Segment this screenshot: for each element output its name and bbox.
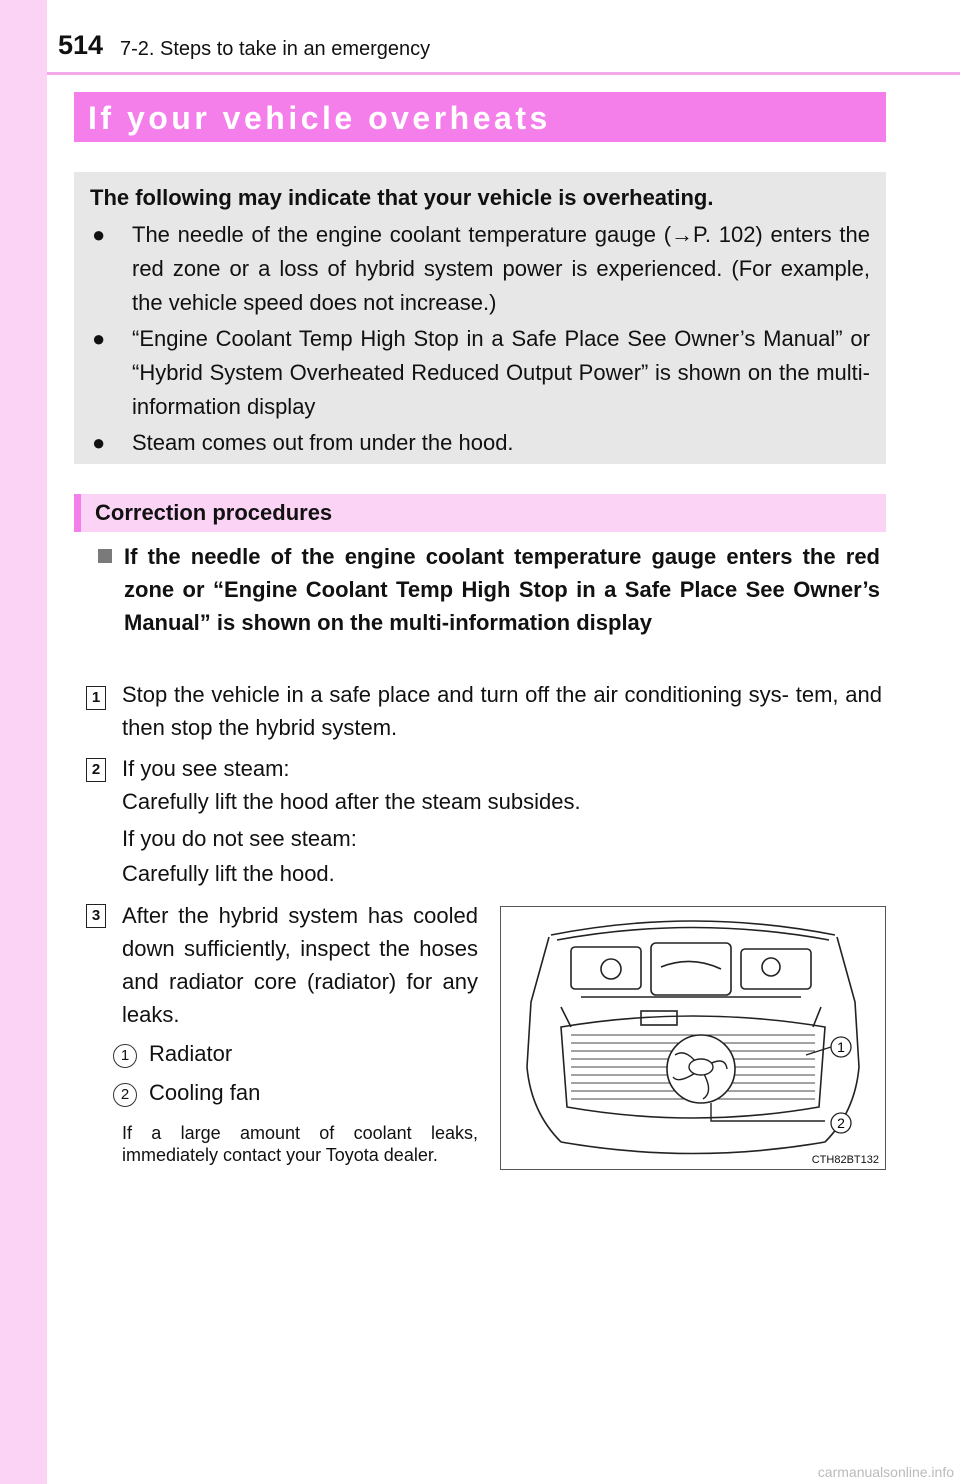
bullet-icon: ● bbox=[92, 326, 106, 351]
symptom-item: ● “Engine Coolant Temp High Stop in a Safe Place See Owner’s Manual” or “Hybrid System Overheated Reduced Output Power” is shown on the multi-information display bbox=[90, 322, 870, 424]
subheading: Correction procedures bbox=[74, 494, 886, 532]
symptoms-intro: The following may indicate that your vehicle is overheating. bbox=[90, 185, 714, 210]
legend-item: 2 Cooling fan bbox=[113, 1078, 260, 1108]
step-number: 2 bbox=[86, 758, 106, 782]
engine-bay-illustration bbox=[501, 907, 885, 1169]
square-bullet-icon bbox=[98, 549, 112, 563]
step-text: Stop the vehicle in a safe place and turn off the air conditioning sys- tem, and then stop the hybrid system. bbox=[122, 682, 882, 740]
condition-heading: If the needle of the engine coolant temperature gauge enters the red zone or “Engine Coolant Temp High Stop in a Safe Place See Owner’s Manual” is shown on the multi-information display bbox=[98, 540, 880, 639]
callout-1-label: 1 bbox=[837, 1039, 845, 1055]
step-text: Carefully lift the hood. bbox=[122, 861, 335, 886]
step-number: 1 bbox=[86, 686, 106, 710]
bullet-icon: ● bbox=[92, 222, 106, 247]
bullet-icon: ● bbox=[92, 430, 106, 455]
step-text: After the hybrid system has cooled down sufficiently, inspect the hoses and radiator core (radiator) for any leaks. bbox=[122, 903, 478, 1027]
step-text: If you do not see steam: bbox=[122, 826, 357, 851]
header-divider bbox=[47, 72, 960, 75]
page-sidebar bbox=[0, 0, 47, 1484]
callout-number: 1 bbox=[113, 1044, 137, 1068]
symptom-item: ● Steam comes out from under the hood. bbox=[90, 426, 870, 460]
step-text: If you see steam: bbox=[122, 756, 290, 781]
callout-number: 2 bbox=[113, 1083, 137, 1107]
page-title: If your vehicle overheats bbox=[74, 92, 886, 142]
engine-bay-figure bbox=[500, 906, 886, 1170]
legend-item: 1 Radiator bbox=[113, 1039, 232, 1069]
callout-2-label: 2 bbox=[837, 1115, 845, 1131]
figure-code: CTH82BT132 bbox=[811, 1154, 879, 1166]
note-text: If a large amount of coolant leaks, immediately contact your Toyota dealer. bbox=[122, 1123, 478, 1165]
page-number: 514 bbox=[58, 30, 104, 60]
watermark: carmanualsonline.info bbox=[817, 1464, 954, 1480]
symptoms-box bbox=[74, 172, 886, 464]
section-header: 7-2. Steps to take in an emergency bbox=[120, 38, 431, 60]
symptom-item: ● The needle of the engine coolant temperature gauge (→P. 102) enters the red zone or a loss of hybrid system power is experienced. (For example, the vehicle speed does not increase.) bbox=[90, 218, 870, 320]
step-text: Carefully lift the hood after the steam subsides. bbox=[122, 789, 581, 814]
step-number: 3 bbox=[86, 904, 106, 928]
